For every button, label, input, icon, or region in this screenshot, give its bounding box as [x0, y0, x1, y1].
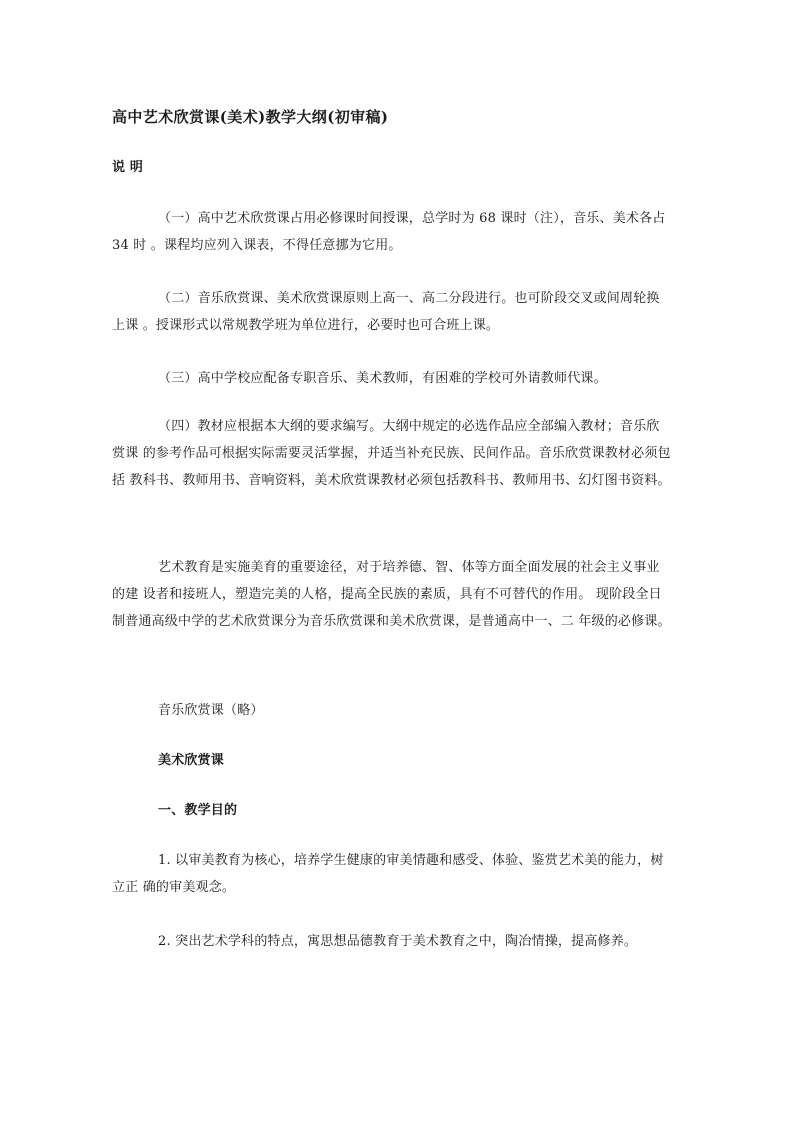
paragraph-3: （三）高中学校应配备专职音乐、美术教师，有困难的学校可外请教师代课。 [158, 371, 607, 386]
paragraph-5: 艺术教育是实施美育的重要途径，对于培养德、智、体等方面全面发展的社会主义事业的建 设者和接班人，塑造完美的人格，提高全民族的素质，具有不可替代的作用。 现阶段全日制普通高级中学的艺术欣赏课分为音乐欣赏课和美术欣赏课，是普通高中一、二 年级的必修课。 [112, 560, 671, 629]
art-heading: 美术欣赏课 [158, 753, 225, 768]
section1-heading: 一、教学目的 [158, 803, 238, 818]
music-heading: 音乐欣赏课（略） [158, 703, 264, 718]
list-item-2: 2. 突出艺术学科的特点，寓思想品德教育于美术教育之中，陶冶情操，提高修养。 [158, 934, 638, 949]
section-note-heading: 说 明 [112, 160, 144, 175]
paragraph-4: （四）教材应根据本大纲的要求编写。大纲中规定的必选作品应全部编入教材；音乐欣赏课 的参考作品可根据实际需要灵活掌握，并适当补充民族、民间作品。音乐欣赏课教材必须包括 教科书、教师用书、音响资料，美术欣赏课教材必须包括教科书、教师用书、幻灯图书资料。 [112, 419, 671, 488]
document-title: 高中艺术欣赏课(美术)教学大纲(初审稿) [112, 108, 389, 126]
list-item-1: 1. 以审美教育为核心，培养学生健康的审美情趣和感受、体验、鉴赏艺术美的能力，树立正 确的审美观念。 [112, 853, 664, 895]
paragraph-2: （二）音乐欣赏课、美术欣赏课原则上高一、高二分段进行。也可阶段交叉或间周轮换上课 。授课形式以常规教学班为单位进行，必要时也可合班上课。 [112, 291, 660, 333]
paragraph-1: （一）高中艺术欣赏课占用必修课时间授课，总学时为 68 课时（注），音乐、美术各占 34 时 。课程均应列入课表，不得任意挪为它用。 [112, 211, 666, 253]
